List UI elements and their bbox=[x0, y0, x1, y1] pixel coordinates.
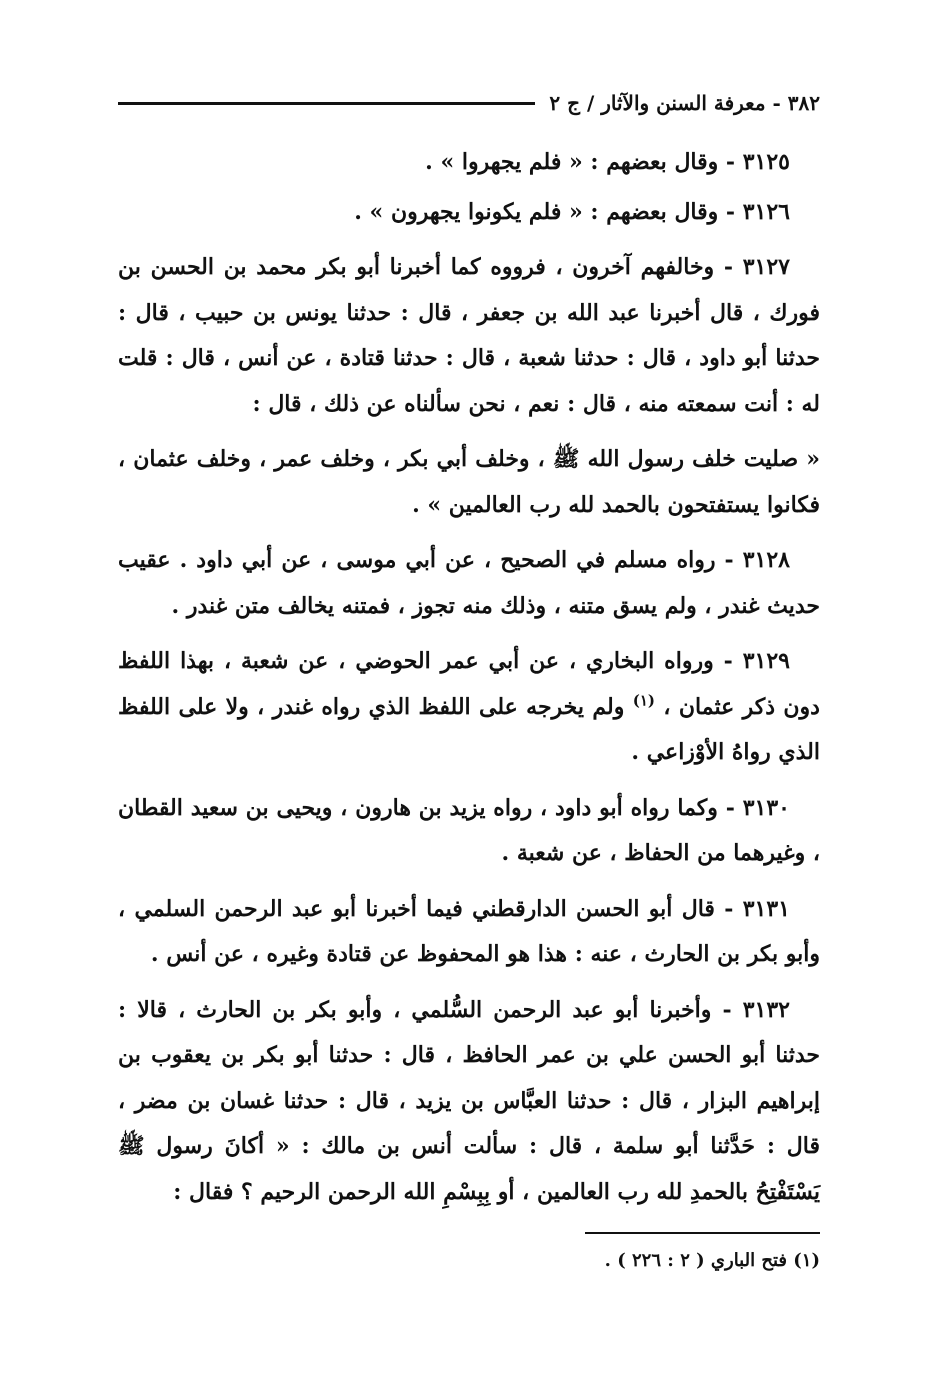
paragraph-text: ٣١٢٥ - وقال بعضهم : « فلم يجهروا » . bbox=[425, 149, 790, 175]
paragraph-text: ٣١٣٢ - وأخبرنا أبو عبد الرحمن السُّلمي ، وأبو بكر بن الحارث ، قالا : حدثنا أبو الحسن علي بن عمر الحافظ ، قال : حدثنا أبو بكر بن يعقوب بن إبراهيم البزار ، قال : حدثنا العبَّاس بن يزيد ، قال : حدثنا غسان بن مضر ، قال : حَدَّثنا أبو سلمة ، قال : سألت أنس بن مالك : « أكانَ رسول ﷺ يَسْتَفْتِحُ بالحمدِ لله رب العالمين ، أو بِبِسْمِ الله الرحمن الرحيم ؟ فقال : bbox=[118, 996, 820, 1205]
paragraph-text: ٣١٣١ - قال أبو الحسن الدارقطني فيما أخبرنا أبو عبد الرحمن السلمي ، وأبو بكر بن الحارث ، عنه : هذا هو المحفوظ عن قتادة وغيره ، عن أنس . bbox=[118, 895, 820, 967]
paragraph-3125 bbox=[118, 140, 820, 186]
paragraph-3128 bbox=[118, 538, 820, 629]
paragraph-3126 bbox=[118, 190, 820, 236]
paragraph-quote bbox=[118, 437, 820, 528]
paragraph-3130 bbox=[118, 786, 820, 877]
paragraph-text: ٣١٢٩ - ورواه البخاري ، عن أبي عمر الحوضي ، عن شعبة ، بهذا اللفظ دون ذكر عثمان ، bbox=[118, 648, 820, 720]
paragraph-3129 bbox=[118, 639, 820, 776]
paragraph-text: ٣١٢٧ - وخالفهم آخرون ، فرووه كما أخبرنا أبو بكر محمد بن الحسن بن فورك ، قال أخبرنا عبد الله بن جعفر ، قال : حدثنا يونس بن حبيب ، قال : حدثنا أبو داود ، قال : حدثنا شعبة ، قال : حدثنا قتادة ، عن أنس ، قال : قلت له : أنت سمعته منه ، قال : نعم ، نحن سألناه عن ذلك ، قال : bbox=[118, 254, 820, 417]
paragraph-text: « صليت خلف رسول الله ﷺ ، وخلف أبي بكر ، وخلف عمر ، وخلف عثمان ، فكانوا يستفتحون بالحمد لله رب العالمين » . bbox=[118, 446, 820, 518]
footnote bbox=[418, 1250, 820, 1271]
running-header bbox=[118, 86, 820, 120]
footnote-text: (١) فتح الباري ( ٢ : ٢٢٦ ) . bbox=[604, 1250, 820, 1271]
footnote-marker[interactable]: (١) bbox=[632, 691, 656, 710]
paragraph-3127 bbox=[118, 245, 820, 427]
header-rule bbox=[118, 102, 535, 105]
paragraph-3131 bbox=[118, 887, 820, 978]
paragraph-text: ٣١٣٠ - وكما رواه أبو داود ، رواه يزيد بن هارون ، ويحيى بن سعيد القطان ، وغيرهما من الحفاظ ، عن شعبة . bbox=[118, 794, 820, 866]
paragraph-text: ٣١٢٨ - رواه مسلم في الصحيح ، عن أبي موسى ، عن أبي داود . عقيب حديث غندر ، ولم يسق متنه ، وذلك منه تجوز ، فمتنه يخالف متن غندر . bbox=[118, 547, 820, 619]
main-text bbox=[118, 140, 820, 1225]
running-title: ٣٨٢ - معرفة السنن والآثار / ج ٢ bbox=[549, 91, 820, 115]
paragraph-3132 bbox=[118, 988, 820, 1216]
paragraph-text: ولم يخرجه على اللفظ الذي رواه غندر ، ولا على اللفظ الذي رواهُ الأوْزاعي . bbox=[118, 693, 820, 765]
paragraph-text: ٣١٢٦ - وقال بعضهم : « فلم يكونوا يجهرون » . bbox=[354, 198, 790, 225]
footnote-separator bbox=[585, 1232, 820, 1234]
